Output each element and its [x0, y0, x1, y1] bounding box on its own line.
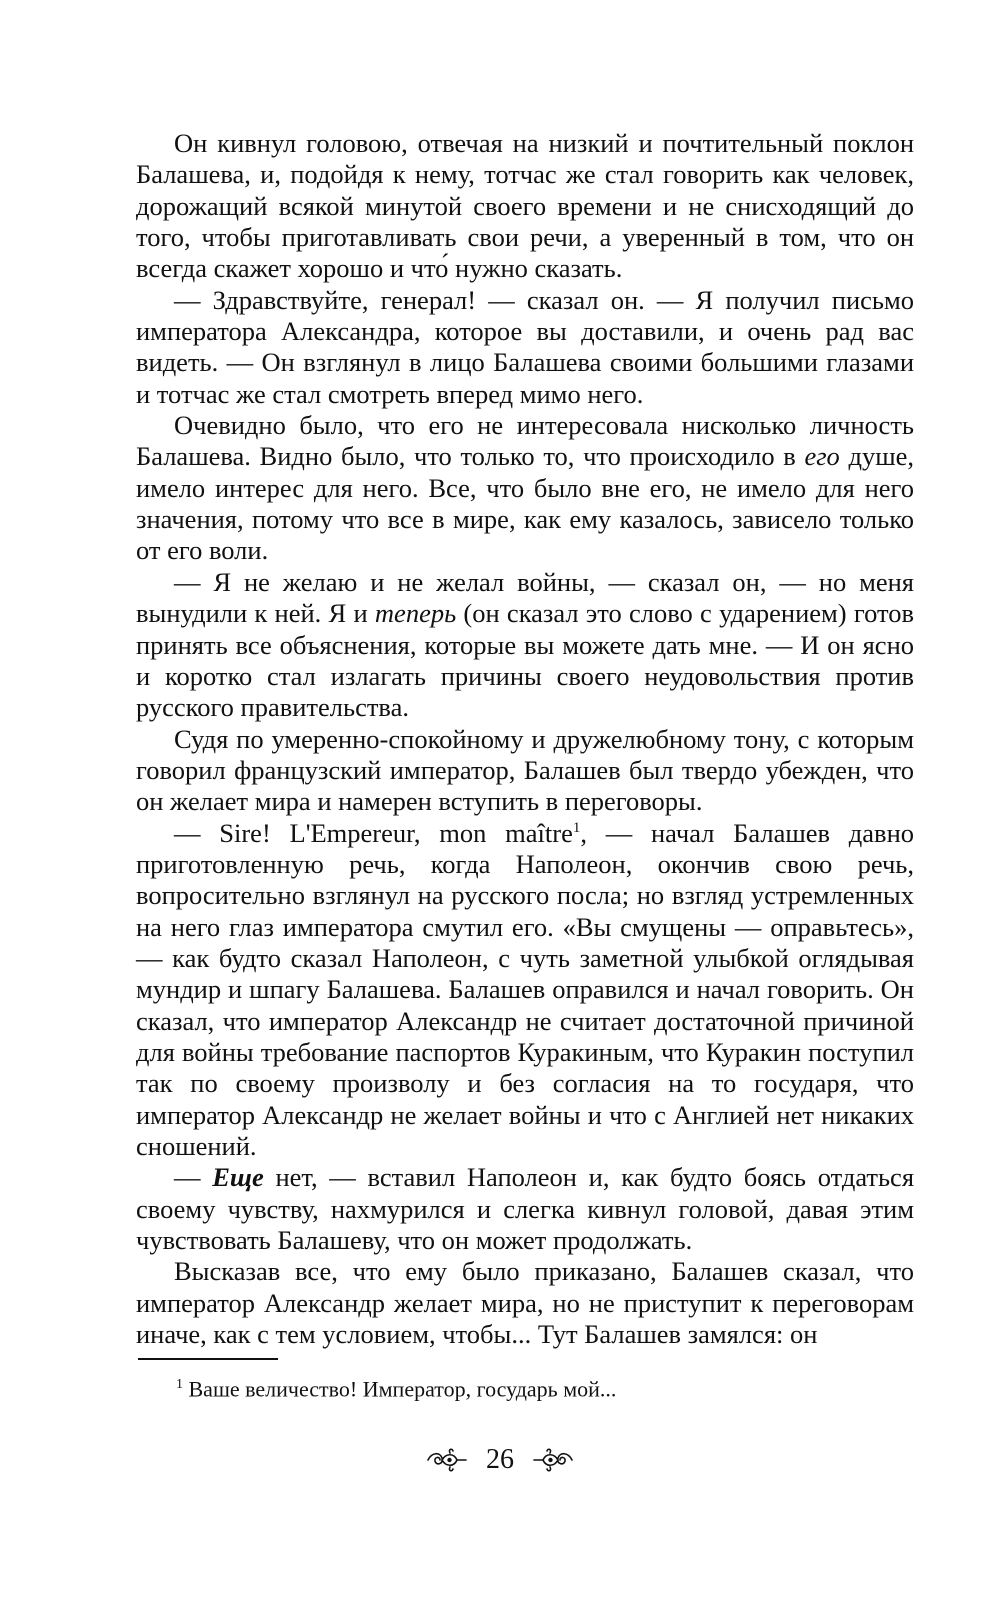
emphasis: теперь [374, 598, 457, 629]
body-text [136, 128, 914, 1350]
paragraph: — Еще нет, — вставил Наполеон и, как будто боясь отдаться своему чувству, нахмурился и слегка кивнул головой, давая этим чувствовать Балашеву, что он может продолжать. [136, 1162, 915, 1256]
footnote-text: Ваше величество! Император, государь мой... [183, 1376, 617, 1402]
emphasis: его [804, 441, 840, 472]
paragraph: — Sire! L'Empereur, mon maître$^1$, — начал Балашев давно приготовленную речь, когда Наполеон, окончив свою речь, вопросительно взглянул на русского посла; но взгляд устремленных на него глаз императора смутил его. «Вы смущены — оправьтесь», — как будто сказал Наполеон, с чуть заметной улыбкой оглядывая мундир и шпагу Балашева. Балашев оправился и начал говорить. Он сказал, что император Александр не считает достаточной причиной для войны требование паспортов Куракиным, что Куракин поступил так по своему произволу и без согласия на то государя, что император Александр не желает войны и что с Англией нет никаких сношений. [136, 817, 914, 1161]
scroll-ornament-icon [424, 1447, 468, 1473]
paragraph: Высказав все, что ему было приказано, Балашев сказал, что император Александр желает мира, но не приступит к переговорам иначе, как с тем условием, чтобы... Тут Балашев замялся: он [136, 1256, 914, 1350]
paragraph: Судя по умеренно-спокойному и дружелюбному тону, с которым говорил французский император, Балашев был твердо убежден, что он желает мира и намерен вступить в переговоры. [136, 723, 914, 817]
paragraph: Очевидно было, что его не интересовала нисколько личность Балашева. Видно было, что только то, что происходило в его душе, имело интерес для него. Все, что было вне его, не имело для него значения, потому что все в мире, как ему казалось, зависело только от его воли. [136, 410, 914, 566]
scroll-ornament-icon [532, 1447, 576, 1473]
paragraph: Он кивнул головою, отвечая на низкий и почтительный поклон Балашева, и, подойдя к нему, тотчас же стал говорить как человек, дорожащий всякой минутой своего времени и не снисходящий до того, чтобы приготавливать свои речи, а уверенный в том, что он всегда скажет хорошо и что́ нужно сказать. [136, 128, 914, 284]
page-number: 26 [486, 1444, 514, 1475]
emphasis: Еще [212, 1162, 264, 1193]
page-footer [0, 1444, 1000, 1476]
paragraph: — Здравствуйте, генерал! — сказал он. — Я получил письмо императора Александра, которое вы доставили, и очень рад вас видеть. — Он взглянул в лицо Балашева своими большими глазами и тотчас же стал смотреть вперед мимо него. [136, 284, 914, 409]
footnote-reference: 1 [572, 819, 581, 836]
footnote-divider [138, 1358, 278, 1360]
footnote-marker: 1 [176, 1377, 183, 1392]
paragraph: — Я не желаю и не желал войны, — сказал он, — но меня вынудили к ней. Я и теперь (он сказал это слово с ударением) готов принять все объяснения, которые вы можете дать мне. — И он ясно и коротко стал излагать причины своего неудовольствия против русского правительства. [136, 566, 914, 723]
footnote [176, 1371, 896, 1403]
